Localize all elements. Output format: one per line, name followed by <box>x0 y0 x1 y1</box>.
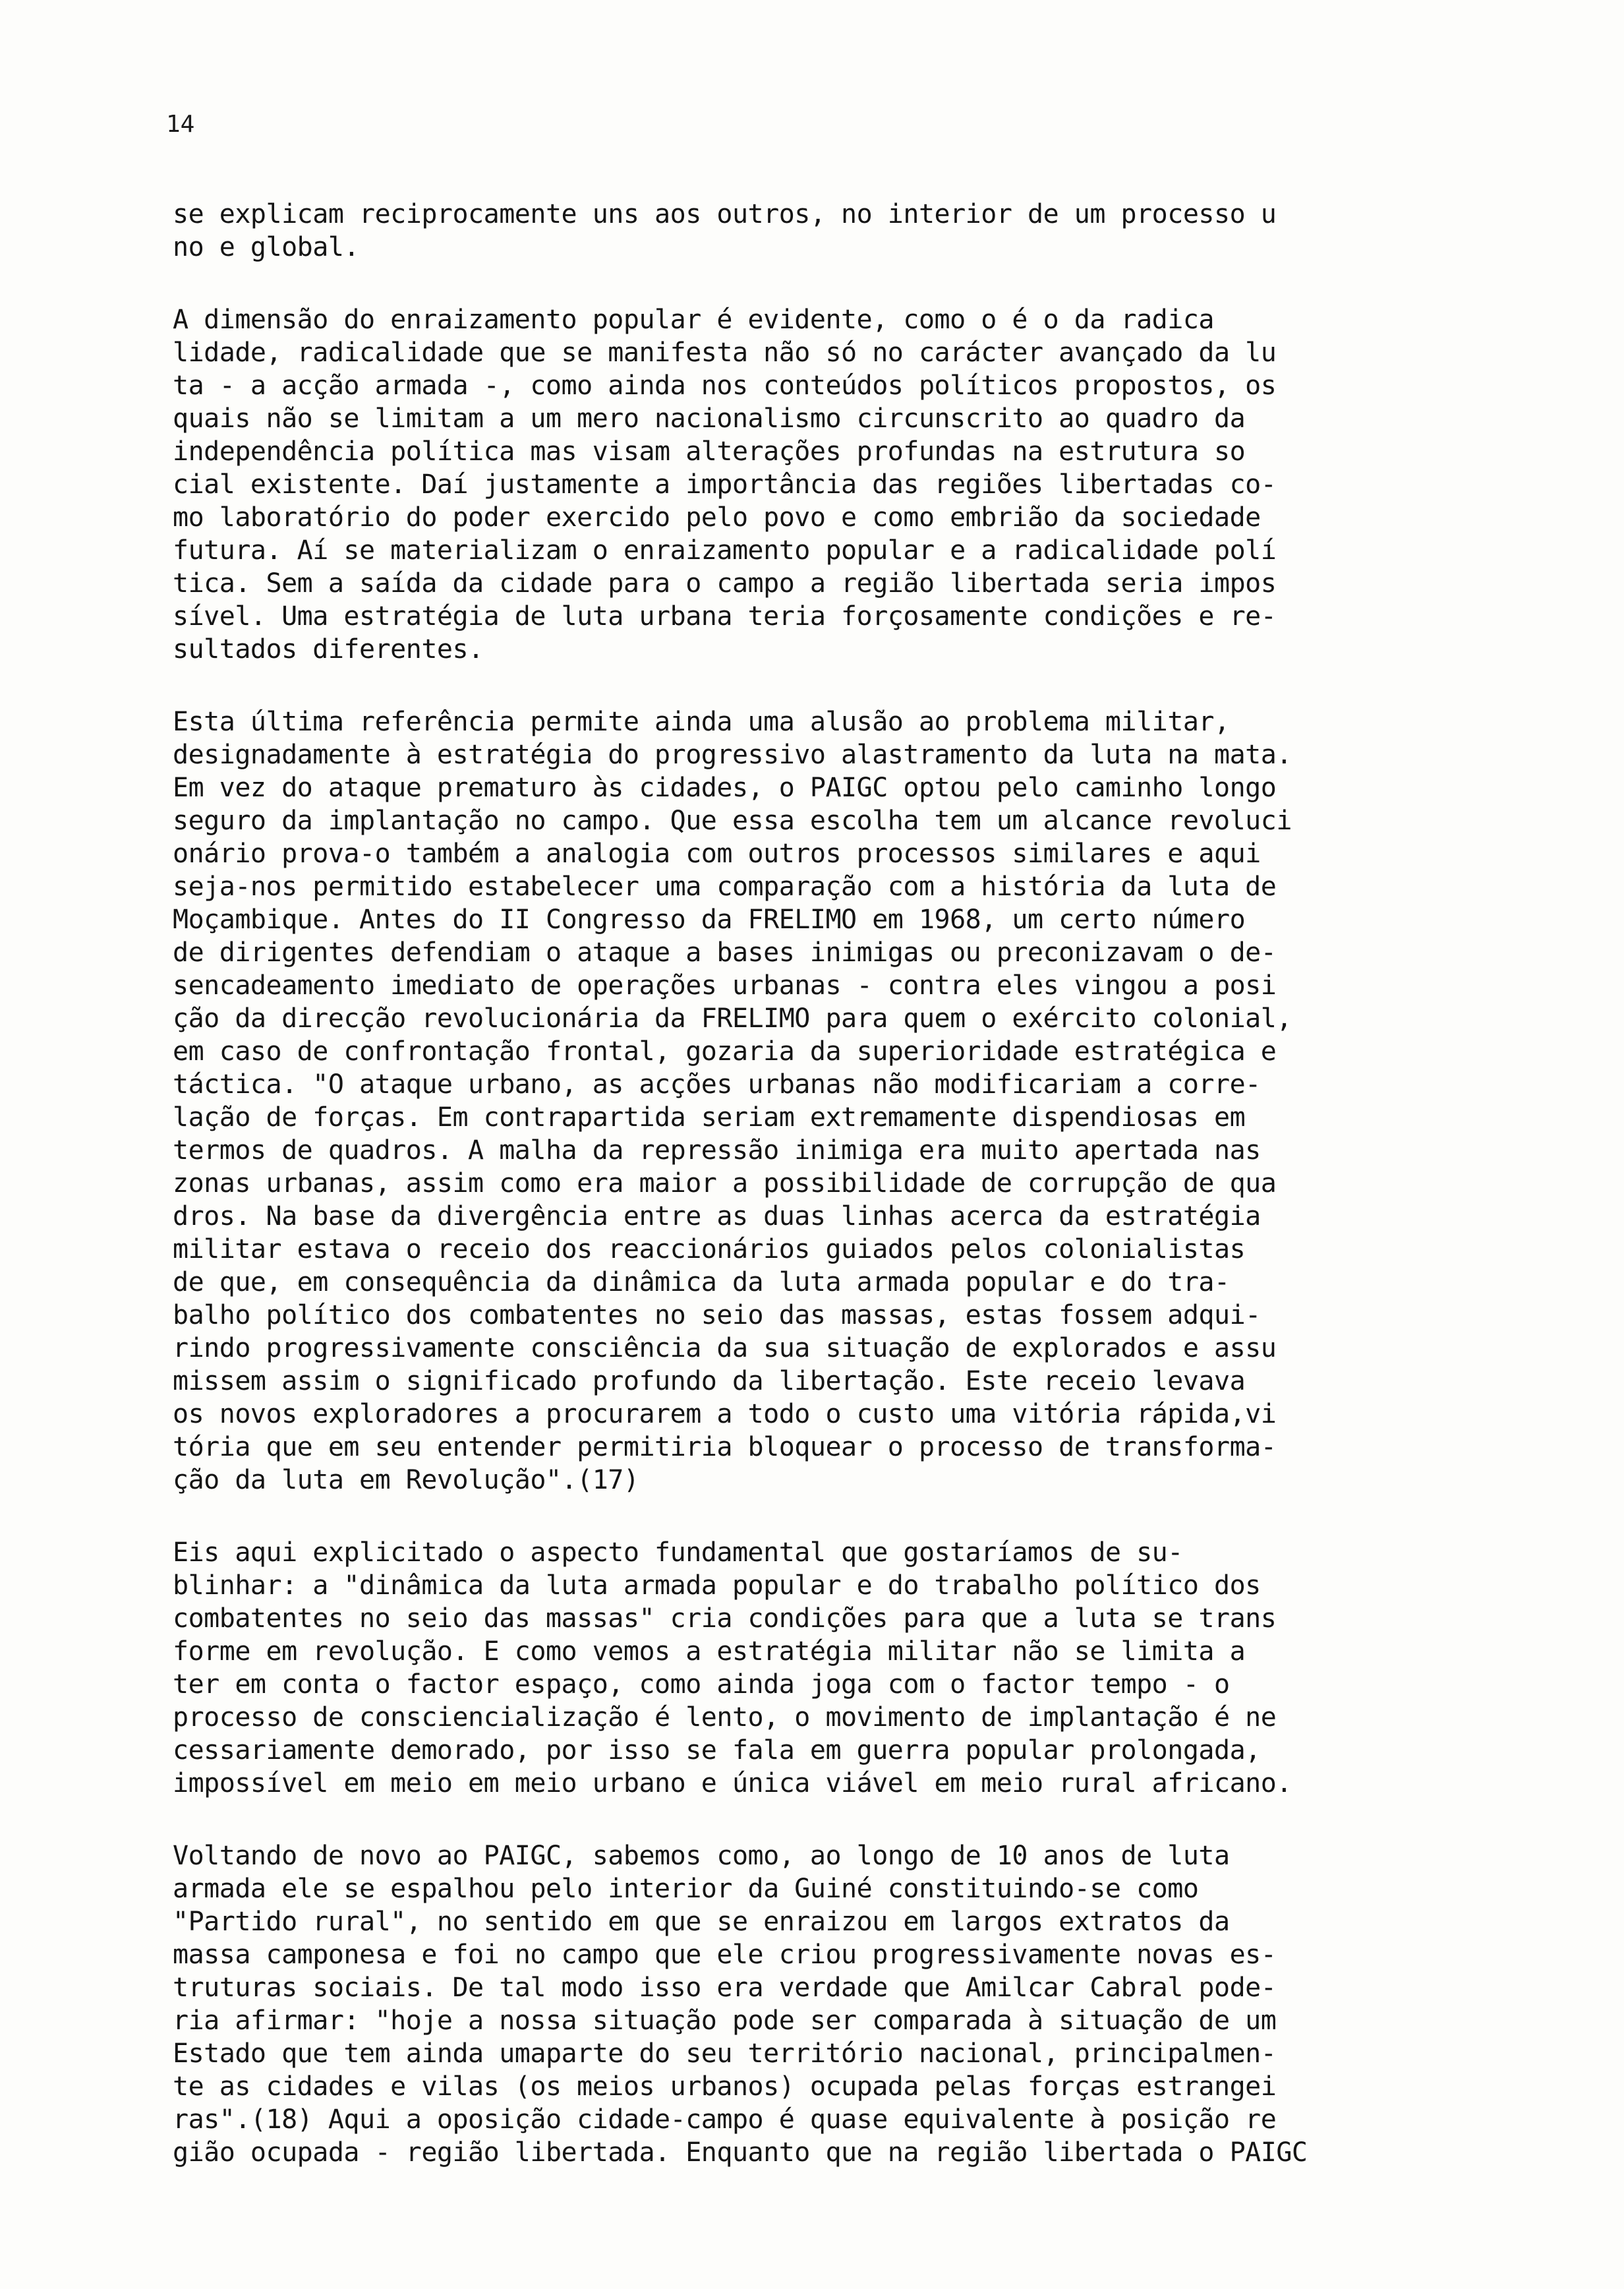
text-line: dros. Na base da divergência entre as duas linhas acerca da estratégia <box>173 1201 1261 1232</box>
paragraph <box>173 1839 1372 2169</box>
text-line: Voltando de novo ao PAIGC, sabemos como, ao longo de 10 anos de luta <box>173 1841 1230 1871</box>
text-line: quais não se limitam a um mero nacionalismo circunscrito ao quadro da <box>173 403 1246 434</box>
text-line: Estado que tem ainda umaparte do seu território nacional, principalmen- <box>173 2038 1277 2069</box>
text-line: militar estava o receio dos reaccionários guiados pelos colonialistas <box>173 1234 1246 1264</box>
text-line: gião ocupada - região libertada. Enquanto que na região libertada o PAIGC <box>173 2137 1308 2168</box>
text-line: ta - a acção armada -, como ainda nos conteúdos políticos propostos, os <box>173 371 1277 401</box>
text-line: massa camponesa e foi no campo que ele criou progressivamente novas es- <box>173 1940 1277 1970</box>
text-line: cessariamente demorado, por isso se fala em guerra popular prolongada, <box>173 1735 1261 1766</box>
text-line: se explicam reciprocamente uns aos outros, no interior de um processo u <box>173 199 1277 229</box>
text-line: tória que em seu entender permitiria bloquear o processo de transforma- <box>173 1432 1277 1462</box>
text-line: ção da direcção revolucionária da FRELIMO para quem o exército colonial, <box>173 1003 1292 1034</box>
text-line: "Partido rural", no sentido em que se enraizou em largos extratos da <box>173 1907 1230 1937</box>
text-line: truturas sociais. De tal modo isso era verdade que Amilcar Cabral pode- <box>173 1973 1277 2003</box>
text-line: lação de forças. Em contrapartida seriam extremamente dispendiosas em <box>173 1102 1246 1133</box>
page-number: 14 <box>166 111 195 138</box>
text-line: forme em revolução. E como vemos a estratégia militar não se limita a <box>173 1636 1246 1667</box>
paragraph <box>173 198 1372 264</box>
text-line: ras".(18) Aqui a oposição cidade-campo é quase equivalente à posição re <box>173 2104 1277 2135</box>
text-line: tica. Sem a saída da cidade para o campo a região libertada seria impos <box>173 568 1277 599</box>
paragraph <box>173 303 1372 666</box>
text-line: designadamente à estratégia do progressivo alastramento da luta na mata. <box>173 740 1292 770</box>
text-line: táctica. "O ataque urbano, as acções urbanas não modificariam a corre- <box>173 1069 1261 1100</box>
body-text <box>173 198 1372 2209</box>
text-line: Eis aqui explicitado o aspecto fundamental que gostaríamos de su- <box>173 1537 1183 1568</box>
text-line: blinhar: a "dinâmica da luta armada popular e do trabalho político dos <box>173 1570 1261 1601</box>
text-line: ção da luta em Revolução".(17) <box>173 1465 639 1495</box>
text-line: rindo progressivamente consciência da sua situação de explorados e assu <box>173 1333 1277 1363</box>
text-line: sível. Uma estratégia de luta urbana teria forçosamente condições e re- <box>173 601 1277 632</box>
text-line: onário prova-o também a analogia com outros processos similares e aqui <box>173 839 1261 869</box>
text-line: Esta última referência permite ainda uma alusão ao problema militar, <box>173 707 1230 737</box>
text-line: armada ele se espalhou pelo interior da Guiné constituindo-se como <box>173 1874 1199 1904</box>
text-line: combatentes no seio das massas" cria condições para que a luta se trans <box>173 1603 1277 1634</box>
text-line: de dirigentes defendiam o ataque a bases inimigas ou preconizavam o de- <box>173 937 1277 968</box>
text-line: balho político dos combatentes no seio das massas, estas fossem adqui- <box>173 1300 1261 1330</box>
text-line: ria afirmar: "hoje a nossa situação pode ser comparada à situação de um <box>173 2006 1277 2036</box>
text-line: em caso de confrontação frontal, gozaria da superioridade estratégica e <box>173 1036 1277 1067</box>
text-line: sultados diferentes. <box>173 634 484 665</box>
text-line: A dimensão do enraizamento popular é evidente, como o é o da radica <box>173 305 1214 335</box>
text-line: impossível em meio em meio urbano e única viável em meio rural africano. <box>173 1768 1292 1798</box>
text-line: seja-nos permitido estabelecer uma comparação com a história da luta de <box>173 872 1277 902</box>
text-line: sencadeamento imediato de operações urbanas - contra eles vingou a posi <box>173 970 1277 1001</box>
text-line: os novos exploradores a procurarem a todo o custo uma vitória rápida,vi <box>173 1399 1277 1429</box>
text-line: futura. Aí se materializam o enraizamento popular e a radicalidade polí <box>173 535 1277 566</box>
text-line: processo de consciencialização é lento, o movimento de implantação é ne <box>173 1702 1277 1733</box>
text-line: ter em conta o factor espaço, como ainda joga com o factor tempo - o <box>173 1669 1230 1700</box>
text-line: lidade, radicalidade que se manifesta não só no carácter avançado da lu <box>173 338 1277 368</box>
text-line: independência política mas visam alterações profundas na estrutura so <box>173 436 1246 467</box>
text-line: seguro da implantação no campo. Que essa escolha tem um alcance revoluci <box>173 806 1292 836</box>
paragraph <box>173 705 1372 1497</box>
text-line: cial existente. Daí justamente a importância das regiões libertadas co- <box>173 469 1277 500</box>
text-line: no e global. <box>173 232 359 262</box>
text-line: termos de quadros. A malha da repressão inimiga era muito apertada nas <box>173 1135 1261 1166</box>
text-line: missem assim o significado profundo da libertação. Este receio levava <box>173 1366 1246 1396</box>
text-line: Em vez do ataque prematuro às cidades, o PAIGC optou pelo caminho longo <box>173 773 1277 803</box>
text-line: zonas urbanas, assim como era maior a possibilidade de corrupção de qua <box>173 1168 1277 1199</box>
text-line: mo laboratório do poder exercido pelo povo e como embrião da sociedade <box>173 502 1261 533</box>
text-line: te as cidades e vilas (os meios urbanos) ocupada pelas forças estrangei <box>173 2071 1277 2102</box>
paragraph <box>173 1536 1372 1800</box>
text-line: de que, em consequência da dinâmica da luta armada popular e do tra- <box>173 1267 1230 1297</box>
text-line: Moçambique. Antes do II Congresso da FRELIMO em 1968, um certo número <box>173 905 1246 935</box>
